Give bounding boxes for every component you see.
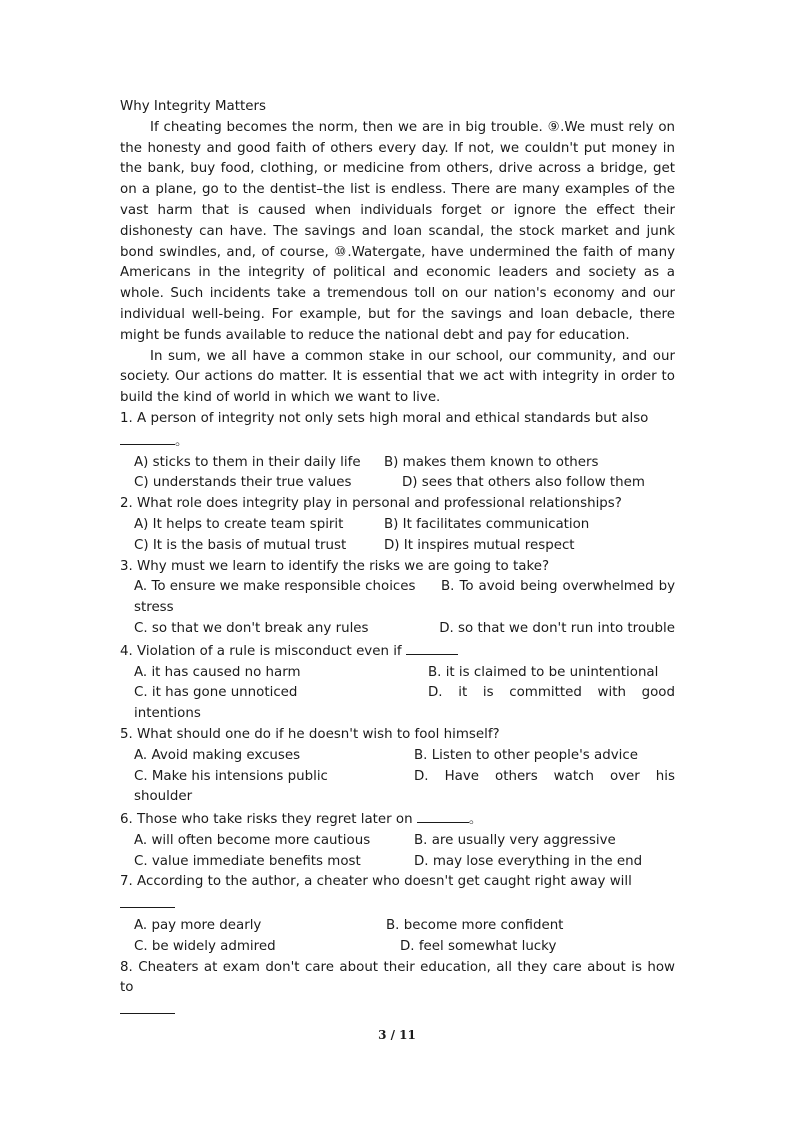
options-row: [120, 831, 675, 852]
page-number: 3 / 11: [378, 1028, 416, 1042]
options-row: [120, 515, 675, 536]
question-6: [120, 808, 675, 872]
option-d: D) sees that others also follow them: [402, 475, 645, 491]
question-2-stem: 2. What role does integrity play in personal and professional relationships?: [120, 496, 622, 512]
options-row: [120, 937, 675, 958]
option-a: A. Avoid making excuses: [134, 747, 301, 763]
question-5-stem: 5. What should one do if he doesn't wish to fool himself?: [120, 726, 500, 742]
option-d: D) It inspires mutual respect: [384, 537, 575, 553]
option-a: A. it has caused no harm: [134, 664, 301, 680]
option-c: C) understands their true values: [134, 475, 352, 491]
question-3: [120, 557, 675, 640]
answer-blank: [406, 640, 458, 655]
option-d: D. Have others watch over his shoulder: [134, 768, 675, 805]
stem-end-mark: 。: [468, 812, 483, 828]
options-row: [120, 473, 675, 494]
option-d: D. feel somewhat lucky: [400, 938, 557, 954]
question-8: [120, 958, 675, 1022]
option-d: D. it is committed with good intentions: [134, 685, 675, 722]
options-row: [120, 746, 675, 767]
question-3-stem: 3. Why must we learn to identify the risks we are going to take?: [120, 558, 550, 574]
option-a: A) It helps to create team spirit: [134, 516, 344, 532]
answer-blank: [417, 808, 469, 823]
stem-end-mark: 。: [175, 433, 189, 449]
options-row: [120, 767, 675, 809]
question-4-stem-text: 4. Violation of a rule is misconduct even if: [120, 643, 402, 659]
passage-title: Why Integrity Matters: [120, 99, 266, 114]
option-c: C. it has gone unnoticed: [134, 685, 298, 701]
option-d: D. may lose everything in the end: [414, 853, 643, 869]
option-b: B. To avoid being overwhelmed by stress: [134, 579, 675, 616]
paragraph-1: If cheating becomes the norm, then we are in big trouble. ⑨.We must rely on the honesty and good faith of others every day. If not, we couldn't put money in the bank, buy food, clothing, or medicine from others, drive across a bridge, get on a plane, go to the dentist–the list is endless. There are many examples of the vast harm that is caused when individuals forget or ignore the effect their dishonesty can have. The savings and loan scandal, the stock market and junk bond swindles, and, of course, ⑩.Watergate, have undermined the faith of many Americans in the integrity of political and economic leaders and society as a whole. Such incidents take a tremendous toll on our nation's economy and our individual well-being. For example, but for the savings and loan debacle, there might be funds available to reduce the national debt and pay for education.: [120, 119, 675, 343]
options-row: [120, 663, 675, 684]
question-7-stem: [120, 872, 675, 916]
question-4-stem: [120, 640, 675, 663]
options-row: [120, 619, 675, 640]
question-1-stem-text: 1. A person of integrity not only sets high moral and ethical standards but also: [120, 410, 649, 426]
option-b: B. are usually very aggressive: [414, 832, 616, 848]
options-row: [120, 577, 675, 619]
option-b: B. it is claimed to be unintentional: [428, 664, 659, 680]
options-row: [120, 852, 675, 873]
question-5: [120, 725, 675, 808]
option-c: C. value immediate benefits most: [134, 853, 361, 869]
option-a: A. will often become more cautious: [134, 832, 371, 848]
options-row: [120, 683, 675, 725]
option-c: C. be widely admired: [134, 938, 276, 954]
question-6-stem-text: 6. Those who take risks they regret later on: [120, 812, 413, 828]
answer-blank: [120, 430, 175, 445]
answer-blank: [120, 999, 175, 1014]
question-7: [120, 872, 675, 957]
question-8-stem: [120, 958, 675, 1022]
question-2: [120, 494, 675, 556]
paragraph-2: In sum, we all have a common stake in our school, our community, and our society. Our actions do matter. It is essential that we act with integrity in order to build the kind of world in which we want to live.: [120, 348, 675, 406]
option-b: B. Listen to other people's advice: [414, 747, 638, 763]
options-row: [120, 916, 675, 937]
option-b: B) It facilitates communication: [384, 516, 590, 532]
option-c: C. so that we don't break any rules: [134, 620, 369, 636]
option-a: A. pay more dearly: [134, 918, 262, 934]
option-b: B. become more confident: [386, 918, 564, 934]
question-4: [120, 640, 675, 725]
option-a: A. To ensure we make responsible choices: [134, 579, 416, 595]
question-8-stem-text: 8. Cheaters at exam don't care about their education, all they care about is how to: [120, 959, 675, 996]
option-d: D. so that we don't run into trouble: [439, 620, 675, 636]
options-row: [120, 536, 675, 557]
question-1: [120, 409, 675, 494]
option-c: C) It is the basis of mutual trust: [134, 537, 347, 553]
question-6-stem: [120, 808, 675, 831]
option-a: A) sticks to them in their daily life: [134, 454, 361, 470]
answer-blank: [120, 893, 175, 908]
question-7-stem-text: 7. According to the author, a cheater who doesn't get caught right away will: [120, 874, 632, 890]
document-body: [120, 97, 675, 1022]
options-row: [120, 453, 675, 474]
question-1-stem: [120, 409, 675, 453]
option-b: B) makes them known to others: [384, 454, 599, 470]
option-c: C. Make his intensions public: [134, 768, 328, 784]
